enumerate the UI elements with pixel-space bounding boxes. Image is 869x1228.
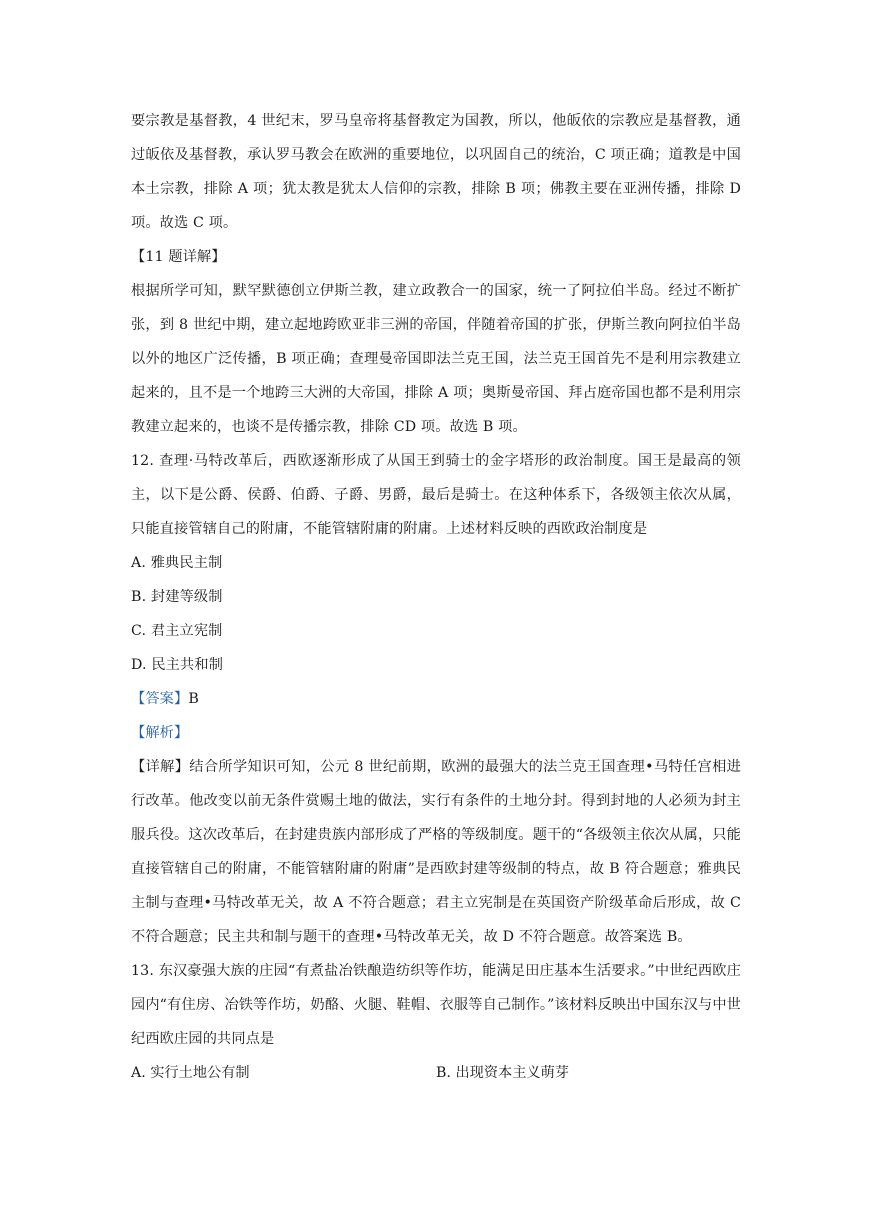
q12-stem: 12. 查理·马特改革后，西欧逐渐形成了从国王到骑士的金字塔形的政治制度。国王是最高的领主，以下是公爵、侯爵、伯爵、子爵、男爵，最后是骑士。在这种体系下，各级领主依次从属，只能直接管辖自己的附庸，不能管辖附庸的附庸。上述材料反映的西欧政治制度是 [131, 453, 741, 537]
q12-explanation: 【详解】结合所学知识可知，公元 8 世纪前期，欧洲的最强大的法兰克王国查理•马特任宫相进行改革。他改变以前无条件赏赐土地的做法，实行有条件的土地分封。得到封地的人必须为封主服兵役。这次改革后，在封建贵族内部形成了严格的等级制度。题干的“各级领主依次从属，只能直接管辖自己的附庸，不能管辖附庸的附庸”是西欧封建等级制的特点，故 B 符合题意；雅典民主制与查理•马特改革无关，故 A 不符合题意；君主立宪制是在英国资产阶级革命后形成，故 C 不符合题意；民主共和制与题干的查理•马特改革无关，故 D 不符合题意。故答案选 B。 [131, 759, 741, 945]
q12-answer [131, 682, 741, 716]
q10-explanation-tail: 要宗教是基督教，4 世纪末，罗马皇帝将基督教定为国教，所以，他皈依的宗教应是基督教，通过皈依及基督教，承认罗马教会在欧洲的重要地位，以巩固自己的统治，C 项正确；道教是中国本土宗教，排除 A 项；犹太教是犹太人信仰的宗教，排除 B 项；佛教主要在亚洲传播，排除 D 项。故选 C 项。 [131, 113, 741, 231]
answer-label: 【答案】 [131, 691, 189, 707]
q12-option-c: C. 君主立宪制 [131, 623, 223, 639]
answer-value: B [188, 691, 199, 707]
q13-options-row [131, 1056, 741, 1090]
q11-heading: 【11 题详解】 [131, 249, 226, 265]
q12-option-d: D. 民主共和制 [131, 657, 224, 673]
q12-option-b: B. 封建等级制 [131, 589, 223, 605]
q13-option-a: A. 实行土地公有制 [131, 1065, 250, 1081]
document-page [131, 104, 741, 1090]
q13-option-b: B. 出现资本主义萌芽 [436, 1065, 569, 1081]
q12-analysis-label: 【解析】 [131, 725, 189, 741]
q12-option-a: A. 雅典民主制 [131, 555, 223, 571]
q11-explanation: 根据所学可知，默罕默德创立伊斯兰教，建立政教合一的国家，统一了阿拉伯半岛。经过不断扩张，到 8 世纪中期，建立起地跨欧亚非三洲的帝国，伴随着帝国的扩张，伊斯兰教向阿拉伯半岛以外的地区广泛传播，B 项正确；查理曼帝国即法兰克王国，法兰克王国首先不是利用宗教建立起来的，且不是一个地跨三大洲的大帝国，排除 A 项；奥斯曼帝国、拜占庭帝国也都不是利用宗教建立起来的，也谈不是传播宗教，排除 CD 项。故选 B 项。 [131, 283, 741, 435]
q13-stem: 13. 东汉豪强大族的庄园“有煮盐冶铁酿造纺织等作坊，能满足田庄基本生活要求。”中世纪西欧庄园内“有住房、冶铁等作坊，奶酪、火腿、鞋帽、衣服等自己制作。”该材料反映出中国东汉与中世纪西欧庄园的共同点是 [131, 963, 741, 1047]
